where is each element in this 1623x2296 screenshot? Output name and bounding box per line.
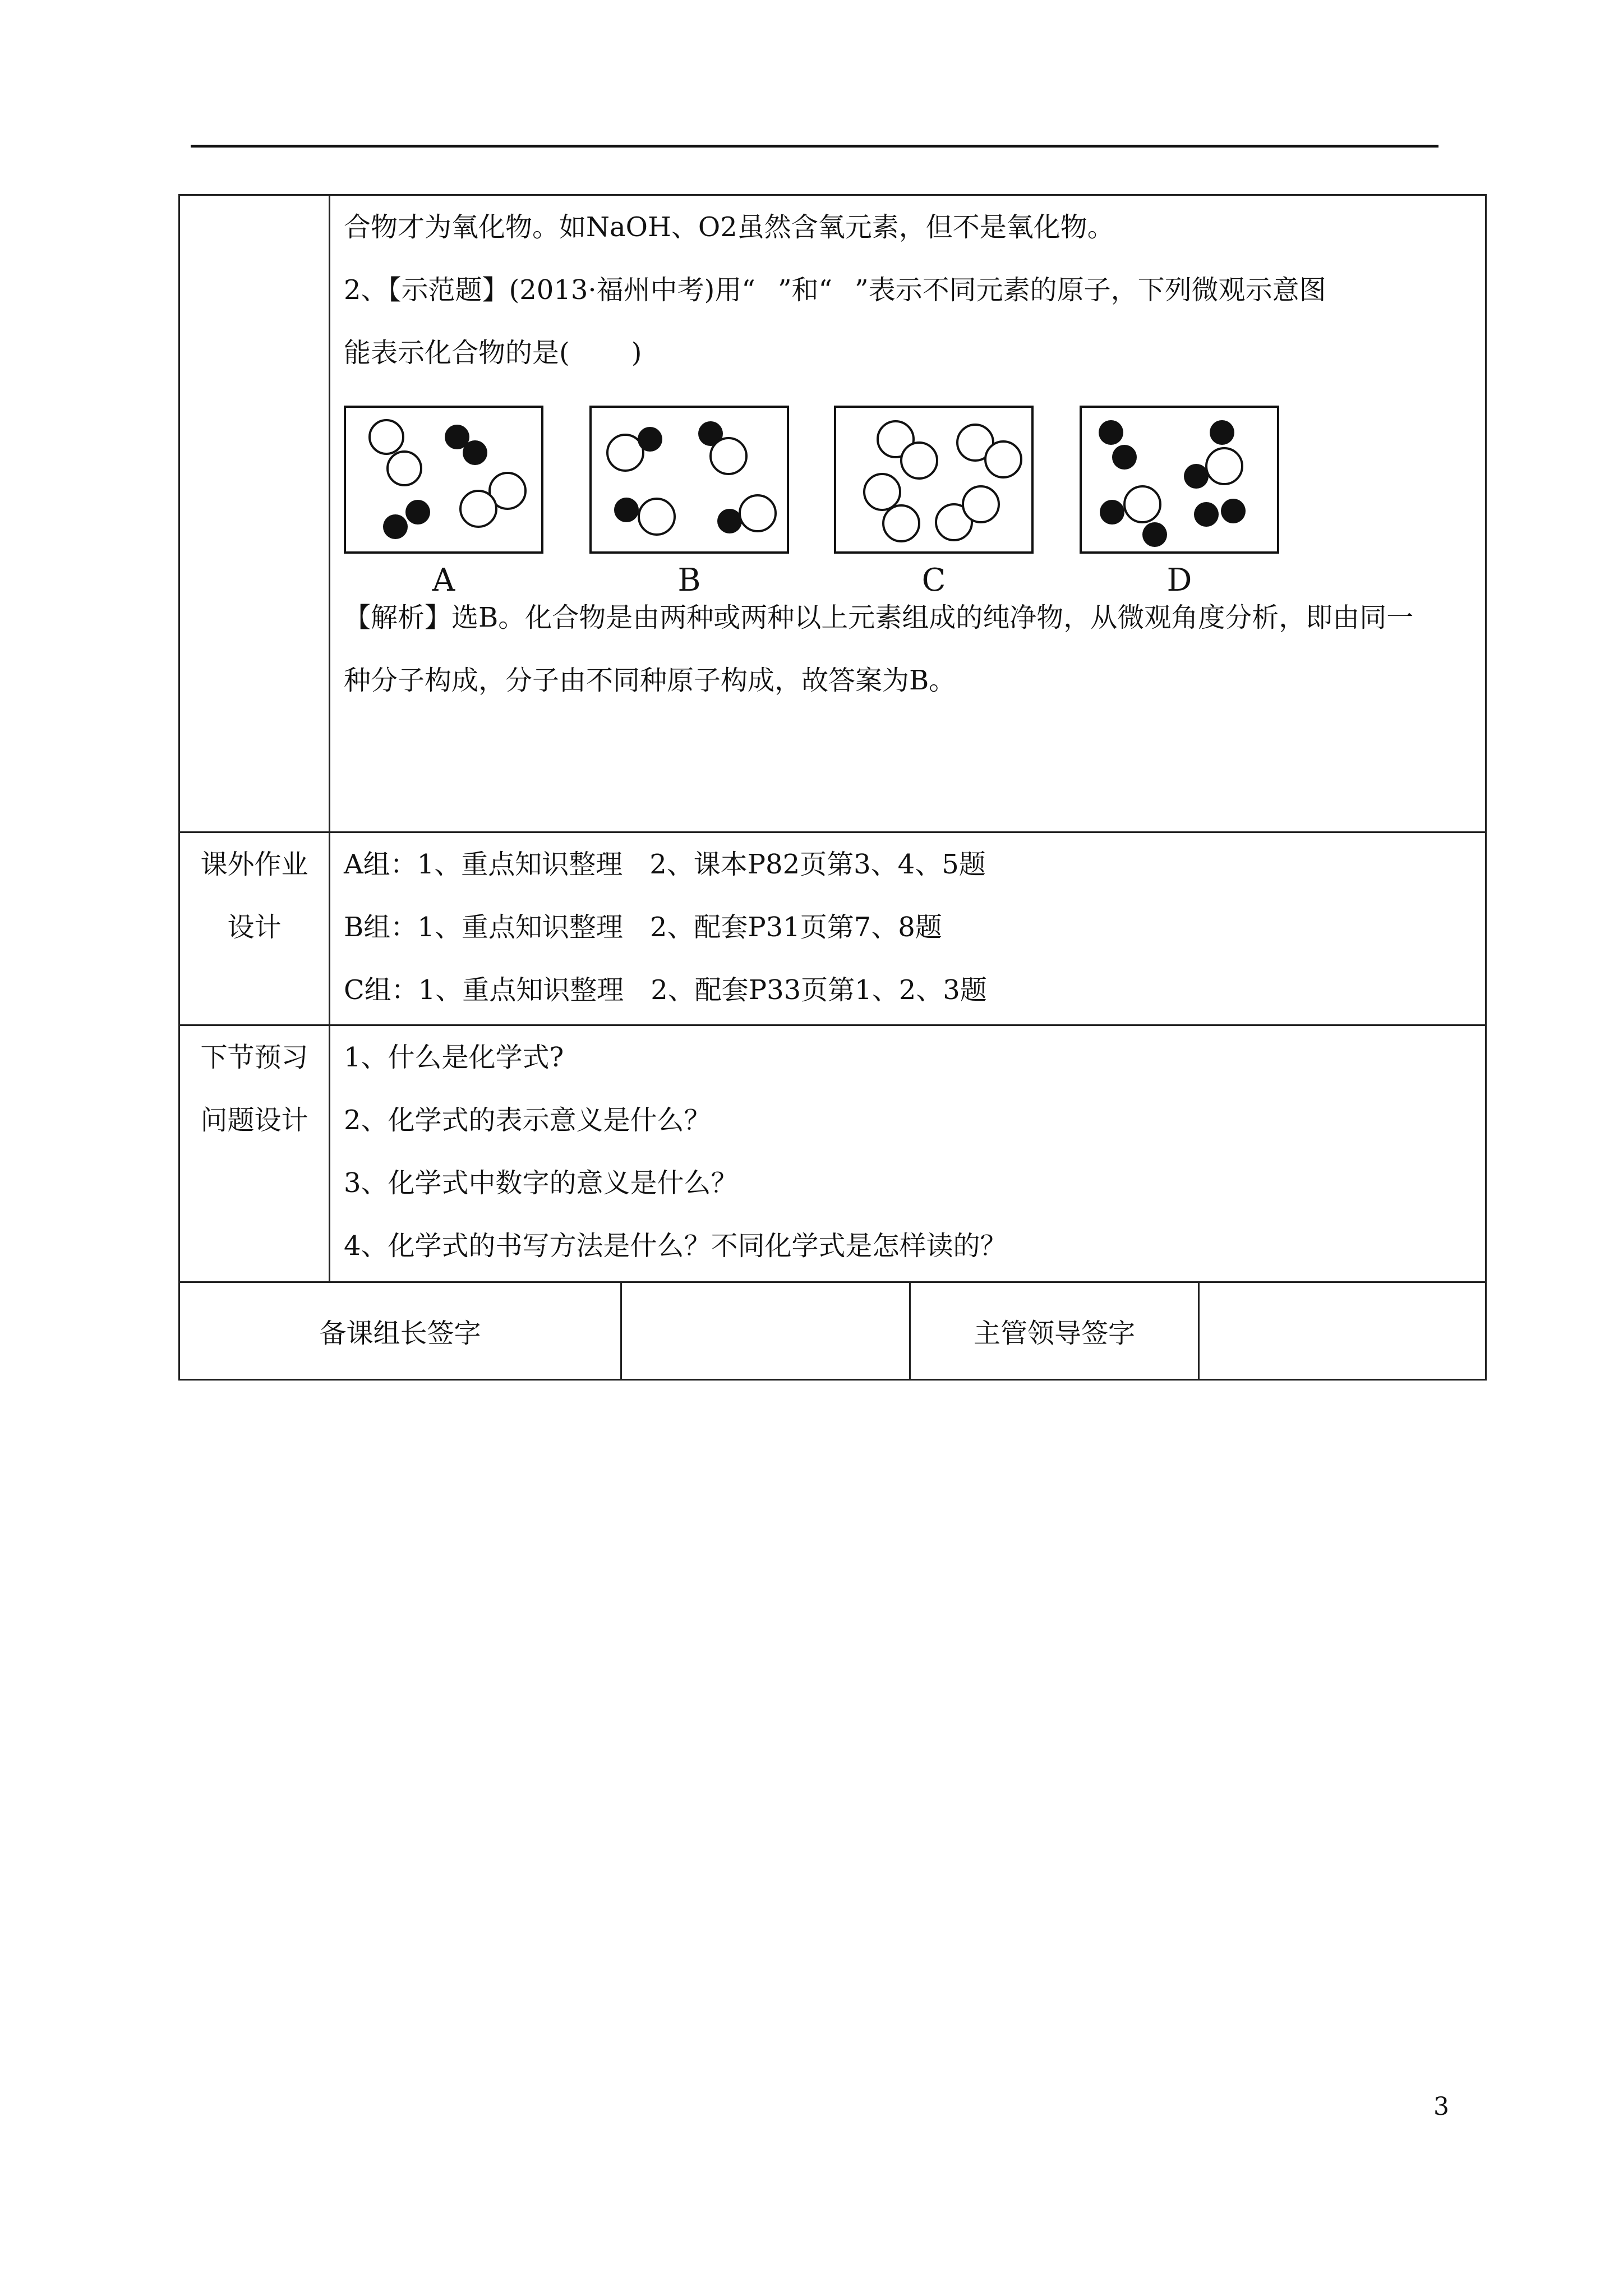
- signature-row: [179, 1282, 1486, 1380]
- atom-a-4: [463, 440, 487, 465]
- panel-a-label: A: [432, 562, 455, 599]
- question-line-2: [330, 321, 1485, 384]
- atom-b-8: [740, 495, 776, 531]
- group-leader-signature-field[interactable]: [621, 1282, 910, 1380]
- atom-c-6: [883, 505, 919, 541]
- atom-b-7: [717, 509, 742, 533]
- atom-c-8: [963, 486, 999, 522]
- atom-a-2: [388, 452, 421, 485]
- supervisor-signature-label: 主管领导签字: [910, 1282, 1199, 1380]
- preview-item: 4、化学式的书写方法是什么？不同化学式是怎样读的？: [344, 1230, 1007, 1262]
- atom-d-1: [1099, 420, 1123, 445]
- question-prefix: 2、【示范题】(2013·福州中考)用“: [344, 274, 755, 306]
- atom-d-9: [1194, 502, 1219, 527]
- panel-b: [589, 406, 789, 554]
- preview-row: [179, 1025, 1486, 1282]
- atom-d-8: [1142, 522, 1167, 547]
- homework-item: B组：1、重点知识整理 2、配套P31页第7、8题: [344, 912, 942, 943]
- atom-d-4: [1206, 448, 1242, 484]
- homework-row: [179, 832, 1486, 1025]
- atom-a-1: [370, 420, 403, 454]
- atom-d-7: [1100, 500, 1124, 524]
- panel-b-diagram: [592, 408, 789, 554]
- lesson-plan-table: [178, 194, 1487, 1381]
- atom-a-5: [405, 500, 430, 524]
- atom-d-10: [1221, 499, 1246, 523]
- question-mid: ”和“: [777, 274, 833, 306]
- analysis-line-1: 【解析】选B。化合物是由两种或两种以上元素组成的纯净物，从微观角度分析，即由同一: [344, 602, 1414, 633]
- molecule-figure: [330, 384, 1485, 599]
- group-leader-signature-label: 备课组长签字: [179, 1282, 621, 1380]
- homework-label: [179, 832, 330, 1025]
- page-number: 3: [1433, 2092, 1449, 2121]
- analysis-line-2: 种分子构成，分子由不同种原子构成，故答案为B。: [344, 665, 956, 696]
- preview-label-line-2: 问题设计: [200, 1105, 308, 1136]
- homework-label-line-1: 课外作业: [200, 849, 308, 880]
- atom-b-2: [638, 427, 662, 452]
- panel-c-label: C: [921, 562, 946, 599]
- atom-b-5: [614, 498, 639, 522]
- header-rule: [191, 145, 1438, 148]
- atom-d-5: [1184, 464, 1209, 489]
- question-suffix: ”表示不同元素的原子，下列微观示意图: [855, 274, 1326, 306]
- content-label-cell: [179, 195, 330, 832]
- panel-a-diagram: [346, 408, 543, 554]
- preview-cell: [330, 1025, 1486, 1282]
- atom-b-6: [639, 499, 675, 535]
- supervisor-signature-field[interactable]: [1199, 1282, 1486, 1380]
- atom-a-6: [383, 514, 408, 539]
- atom-a-8: [460, 491, 496, 527]
- panel-c-diagram: [836, 408, 1034, 554]
- preview-item: 2、化学式的表示意义是什么？: [344, 1105, 711, 1136]
- question-stem: 能表示化合物的是(: [344, 337, 570, 369]
- panel-b-label: B: [677, 562, 701, 599]
- atom-d-6: [1124, 486, 1160, 522]
- panel-d: [1080, 406, 1279, 554]
- homework-item: C组：1、重点知识整理 2、配套P33页第1、2、3题: [344, 974, 987, 1006]
- content-row: [179, 195, 1486, 832]
- preview-label-line-1: 下节预习: [200, 1042, 308, 1073]
- preview-item: 3、化学式中数字的意义是什么？: [344, 1167, 738, 1199]
- atom-c-5: [864, 474, 900, 510]
- homework-label-line-2: 设计: [227, 912, 282, 943]
- panel-d-label: D: [1166, 562, 1192, 599]
- panel-a: [344, 406, 543, 554]
- content-cell: [330, 195, 1486, 832]
- panel-c: [834, 406, 1034, 554]
- atom-b-4: [711, 438, 746, 474]
- atom-d-2: [1112, 445, 1137, 470]
- homework-cell: [330, 832, 1486, 1025]
- preview-label: [179, 1025, 330, 1282]
- atom-c-2: [901, 443, 937, 478]
- question-close: ): [631, 337, 642, 369]
- panel-d-diagram: [1082, 408, 1279, 554]
- continuation-text: 合物才为氧化物。如NaOH、O2虽然含氧元素，但不是氧化物。: [344, 211, 1114, 243]
- preview-item: 1、什么是化学式?: [344, 1042, 564, 1073]
- homework-item: A组：1、重点知识整理 2、课本P82页第3、4、5题: [344, 849, 986, 880]
- atom-c-4: [985, 441, 1021, 477]
- atom-d-3: [1210, 420, 1234, 445]
- question-line-1: [330, 259, 1485, 321]
